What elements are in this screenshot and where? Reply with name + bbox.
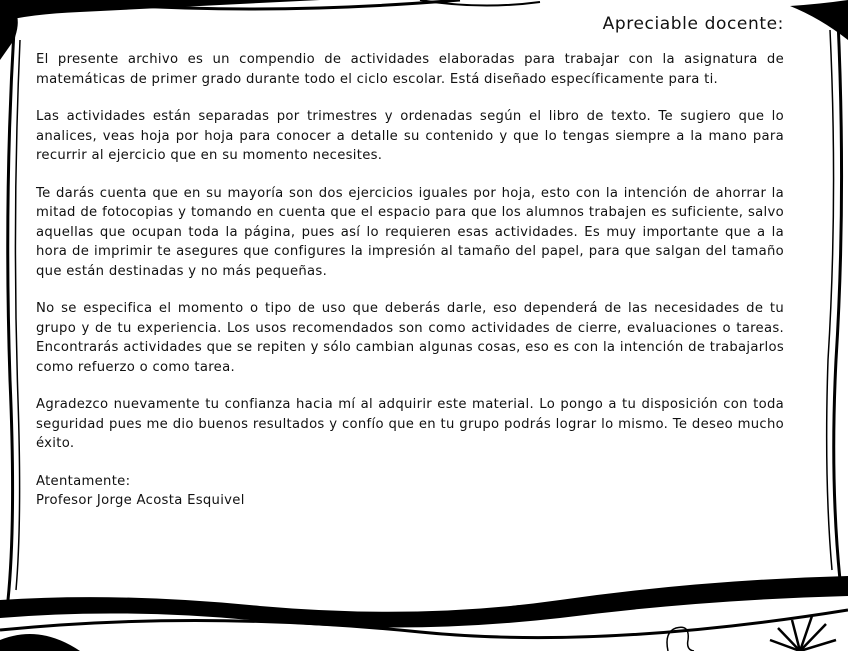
letter-paragraph: Te darás cuenta que en su mayoría son dos ejercicios iguales por hoja, esto con la intención de ahorrar la mitad de fotocopias y tomando en cuenta que el espacio para que los alumnos trabajen es suficiente, salvo aquellas que ocupan toda la página, pues así lo requieren esas actividades. Es muy importante que a la hora de imprimir te asegures que configures la impresión al tamaño del papel, para que salgan del tamaño que están destinadas y no más pequeñas. (36, 185, 784, 279)
scribble-doodle-icon (667, 627, 694, 651)
right-corner-swirl (790, 0, 848, 40)
bottom-swirl-line (200, 606, 520, 619)
letter-paragraph: No se especifica el momento o tipo de uso que deberás darle, eso dependerá de las necesidades de tu grupo y de tu experiencia. Los usos recomendados son como actividades de cierre, evaluaciones o tareas. Encontrarás actividades que se repiten y sólo cambian algunas cosas, eso es con la intención de trabajarlos como refuerzo o como tarea. (36, 301, 784, 375)
right-border (827, 30, 834, 570)
letter-body (36, 14, 784, 511)
letter-paragraph: Las actividades están separadas por trimestres y ordenadas según el libro de texto. Te sugiero que lo analices, veas hoja por hoja para conocer a detalle su contenido y que lo tengas siempre a la mano para recurrir al ejercicio que en su momento necesites. (36, 109, 784, 163)
top-swirl-line (60, 0, 460, 9)
bottom-swirl (0, 576, 848, 628)
letter-paragraph: El presente archivo es un compendio de actividades elaboradas para trabajar con la asignatura de matemáticas de primer grado durante todo el ciclo escolar. Está diseñado específicamente para ti. (36, 52, 784, 87)
bottom-swirl-line (0, 610, 848, 638)
letter-paragraph: Agradezco nuevamente tu confianza hacia mí al adquirir este material. Lo pongo a tu disposición con toda seguridad pues me dio buenos resultados y confío que en tu grupo podrás lograr lo mismo. Te deseo mucho éxito. (36, 397, 784, 451)
top-swirl-line (420, 0, 540, 6)
letter-signature: Profesor Jorge Acosta Esquivel (36, 493, 245, 508)
bottom-left-corner (0, 634, 80, 651)
left-border (15, 40, 20, 590)
left-corner-swirl (0, 0, 18, 60)
right-border (834, 20, 842, 580)
letter-greeting: Apreciable docente: (602, 14, 784, 34)
left-border (8, 30, 14, 600)
letter-closing: Atentamente: (36, 473, 131, 489)
sun-doodle-icon (770, 616, 836, 651)
